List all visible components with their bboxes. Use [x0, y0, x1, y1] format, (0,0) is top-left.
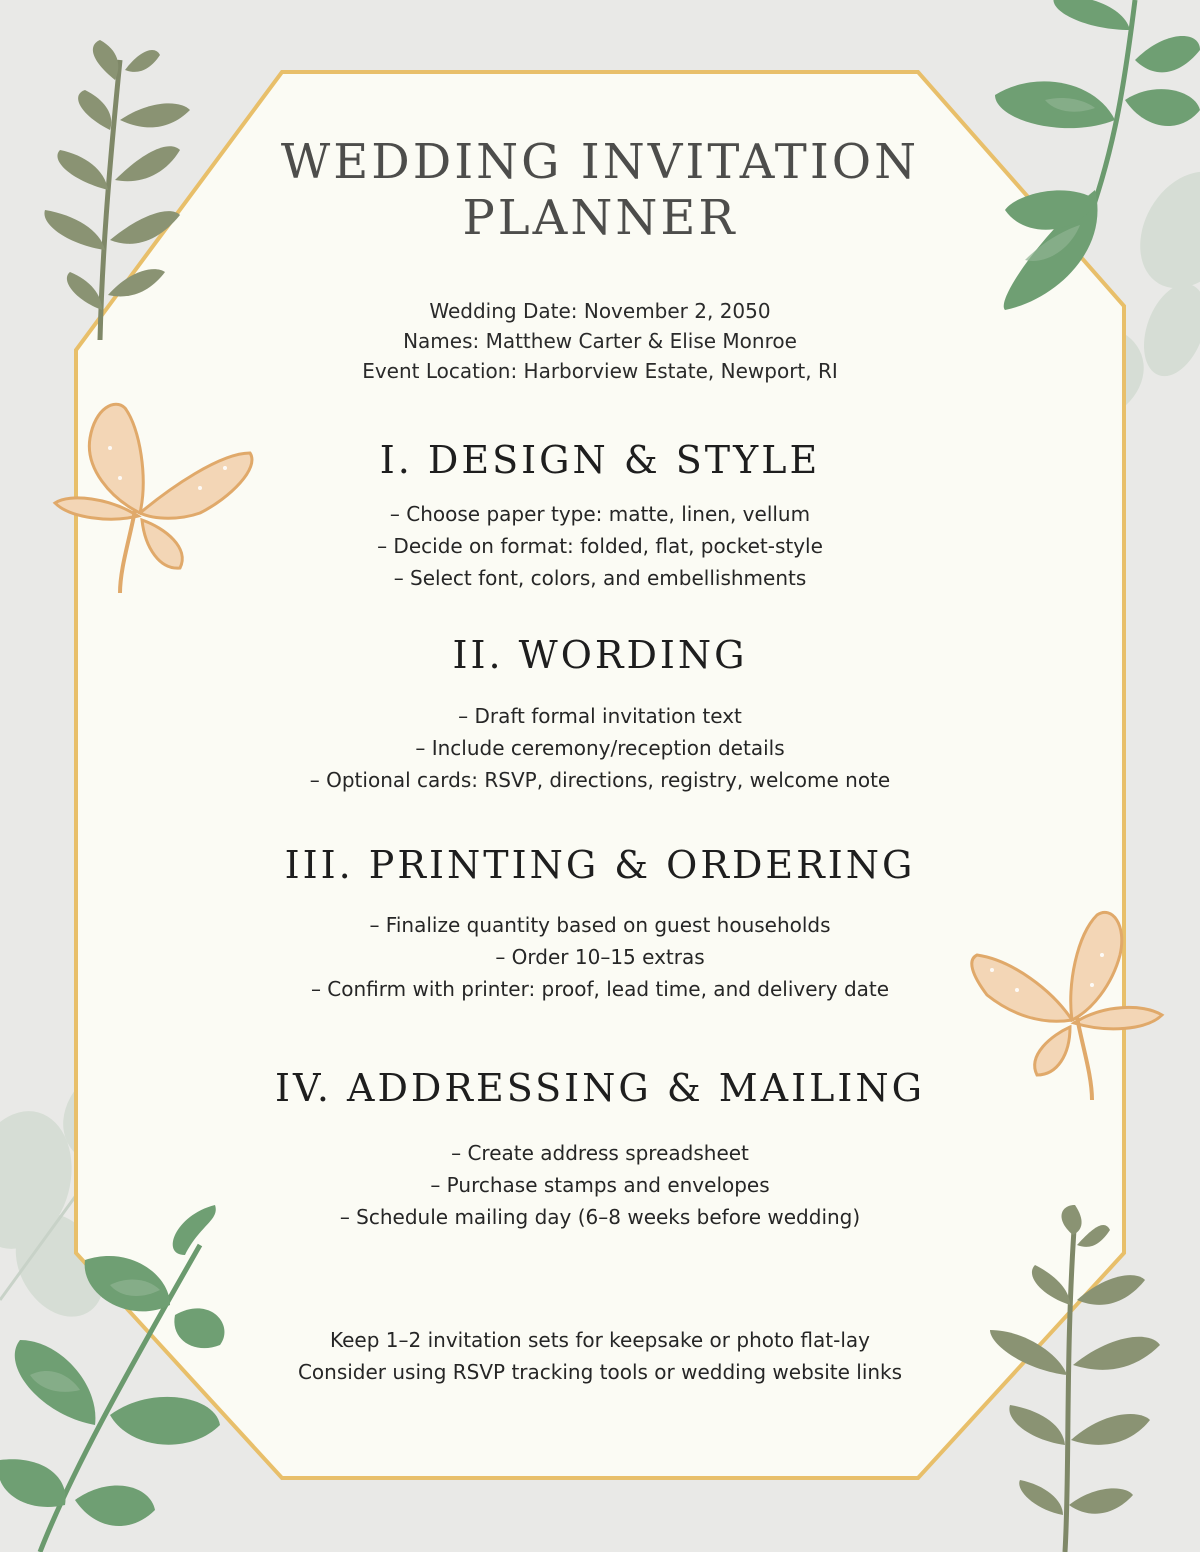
section-heading-design-style: I. DESIGN & STYLE — [379, 438, 821, 482]
list-item: – Choose paper type: matte, linen, vellum — [389, 502, 811, 526]
list-item: – Finalize quantity based on guest households — [369, 913, 831, 937]
list-item: – Include ceremony/reception details — [415, 736, 785, 760]
list-item: – Optional cards: RSVP, directions, registry, welcome note — [309, 768, 891, 792]
list-item: – Schedule mailing day (6–8 weeks before wedding) — [339, 1205, 861, 1229]
section-list-design-style — [80, 498, 1120, 594]
note-line: Consider using RSVP tracking tools or wedding website links — [297, 1360, 903, 1384]
page-title-line-2: PLANNER — [462, 190, 738, 246]
section-list-printing-ordering — [80, 909, 1120, 1005]
section-list-wording — [80, 700, 1120, 796]
wedding-date: Wedding Date: November 2, 2050 — [429, 299, 771, 323]
list-item: – Create address spreadsheet — [451, 1141, 749, 1165]
page-title — [80, 134, 1120, 246]
section-heading-addressing-mailing: IV. ADDRESSING & MAILING — [275, 1066, 925, 1110]
couple-names: Names: Matthew Carter & Elise Monroe — [403, 329, 797, 353]
list-item: – Order 10–15 extras — [495, 945, 705, 969]
section-heading-printing-ordering: III. PRINTING & ORDERING — [284, 843, 916, 887]
closing-notes — [80, 1324, 1120, 1388]
list-item: – Purchase stamps and envelopes — [430, 1173, 770, 1197]
list-item: – Decide on format: folded, flat, pocket-style — [377, 534, 823, 558]
note-line: Keep 1–2 invitation sets for keepsake or photo flat-lay — [330, 1328, 870, 1352]
list-item: – Confirm with printer: proof, lead time, and delivery date — [310, 977, 890, 1001]
list-item: – Draft formal invitation text — [458, 704, 742, 728]
event-location: Event Location: Harborview Estate, Newport, RI — [362, 359, 838, 383]
section-list-addressing-mailing — [80, 1137, 1120, 1233]
list-item: – Select font, colors, and embellishments — [393, 566, 807, 590]
page-title-line-1: WEDDING INVITATION — [280, 134, 920, 190]
event-details — [80, 296, 1120, 386]
section-heading-wording: II. WORDING — [452, 633, 748, 677]
